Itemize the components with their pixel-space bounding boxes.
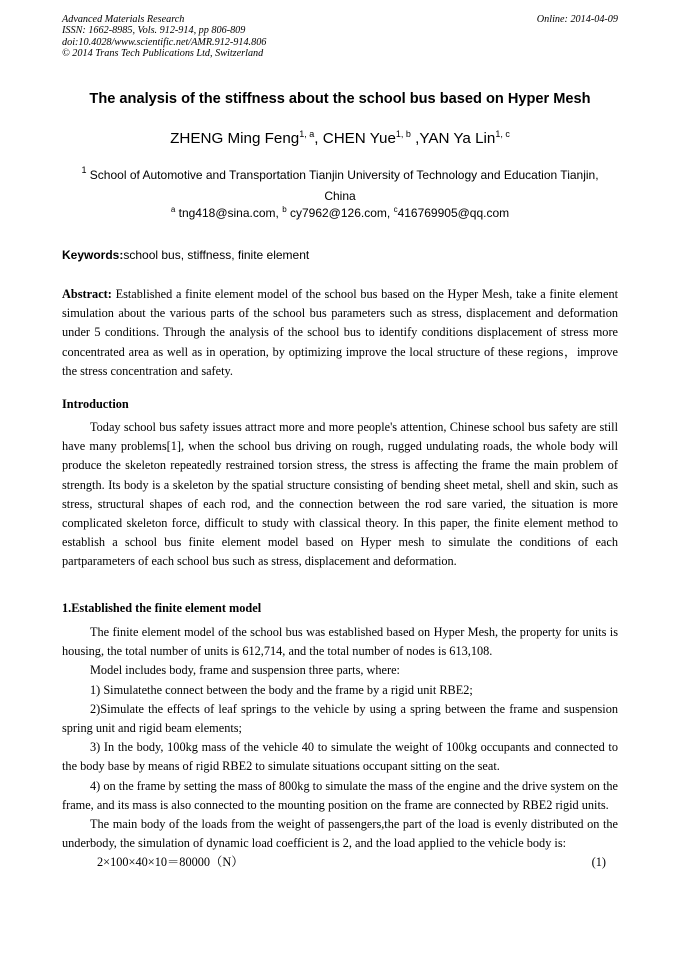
author-separator: ,	[410, 130, 420, 147]
author-name: YAN Ya Lin	[419, 130, 496, 147]
equation-1	[62, 853, 618, 873]
issn-line: ISSN: 1662-8985, Vols. 912-914, pp 806-809	[62, 25, 246, 37]
keywords-label: Keywords:	[62, 248, 124, 262]
affiliation-mark: 1	[81, 165, 87, 175]
author-separator: ,	[314, 130, 323, 147]
author-affiliation-mark: 1, b	[395, 129, 411, 139]
affiliation-line-2: China	[324, 189, 356, 203]
online-date: Online: 2014-04-09	[536, 14, 618, 25]
keywords-text: school bus, stiffness, finite element	[123, 248, 310, 262]
paragraph: 4) on the frame by setting the mass of 800kg to simulate the mass of the engine and the drive system on the frame, and its mass is also connected to the mounting position on the frame are connected by RBE2 rigid units.	[62, 778, 618, 812]
email-address: 416769905@qq.com	[397, 206, 510, 220]
paragraph: 1) Simulatethe connect between the body and the frame by a rigid unit RBE2;	[90, 682, 473, 697]
email-mark: c	[393, 205, 398, 214]
journal-header	[62, 14, 618, 60]
section-1-body	[62, 623, 618, 873]
equation-number: (1)	[591, 855, 606, 870]
affiliation-line-1: School of Automotive and Transportation Tianjin University of Technology and Education Tianjin,	[89, 168, 599, 182]
email-address: tng418@sina.com,	[178, 206, 283, 220]
copyright-line: © 2014 Trans Tech Publications Ltd, Switzerland	[62, 48, 264, 60]
section-heading-1: 1.Established the finite element model	[62, 601, 262, 615]
abstract-text: Established a finite element model of the school bus based on the Hyper Mesh, take a finite element simulation about the various parts of the school bus parameters such as stress, displacement and deformation under 5 conditions. Through the analysis of the school bus to identify conditions displacement of stress more concentrated area as well as in operation, by optimizing improve the local structure of these regions，improve the stress concentration and safety.	[62, 287, 619, 378]
equation-expression: 2×100×40×10＝80000（N）	[97, 855, 244, 870]
paragraph: 2)Simulate the effects of leaf springs to the vehicle by using a spring between the frame and suspension spring unit and rigid beam elements;	[62, 701, 618, 736]
affiliation	[62, 165, 618, 207]
email-address: cy7962@126.com,	[289, 206, 394, 220]
journal-name: Advanced Materials Research	[62, 14, 185, 25]
doi-line: doi:10.4028/www.scientific.net/AMR.912-914.806	[62, 36, 267, 48]
paragraph: Today school bus safety issues attract more and more people's attention, Chinese school bus safety are still have many problems[1], when the school bus driving on rough, rugged undulating roads, the whole body will produce the skeleton repeatedly restrained torsion stress, the stress is affecting the frame the main problem of strength. Its body is a skeleton by the spatial structure consisting of bending sheet metal, shell and skin, such as stress, structural shapes of each rod, and the connection between the rod sare varied, the situation is more complicated skeleton force, difficult to study with classical theory. In this paper, the finite element method to establish a school bus finite element model based on Hyper mesh to simulate the conditions of each partparameters of each school bus such as stress, displacement and deformation.	[62, 420, 618, 569]
introduction-body	[62, 418, 618, 572]
email-line	[62, 206, 618, 220]
email-mark: b	[282, 205, 287, 214]
paragraph: The finite element model of the school bus was established based on Hyper Mesh, the property for units is housing, the total number of units is 612,714, and the total number of nodes is 613,108.	[62, 625, 618, 659]
author-name: CHEN Yue	[322, 130, 396, 147]
section-heading-introduction: Introduction	[62, 397, 129, 411]
paragraph: The main body of the loads from the weight of passengers,the part of the load is evenly distributed on the underbody, the simulation of dynamic load coefficient is 2, and the load applied to the vehicle body is:	[62, 817, 618, 851]
abstract-label: Abstract:	[62, 287, 112, 301]
paper-title: The analysis of the stiffness about the school bus based on Hyper Mesh	[89, 91, 591, 107]
email-mark: a	[170, 205, 176, 214]
author-affiliation-mark: 1, c	[495, 129, 510, 139]
abstract	[62, 285, 618, 381]
paragraph: Model includes body, frame and suspension three parts, where:	[90, 663, 400, 678]
paragraph: 3) In the body, 100kg mass of the vehicle 40 to simulate the weight of 100kg occupants and connected to the body base by means of rigid RBE2 to simulate situations occupant sitting on the seat.	[62, 740, 618, 774]
author-list	[40, 130, 640, 147]
keywords	[62, 248, 618, 262]
author-name: ZHENG Ming Feng	[170, 130, 300, 147]
author-affiliation-mark: 1, a	[299, 129, 315, 139]
